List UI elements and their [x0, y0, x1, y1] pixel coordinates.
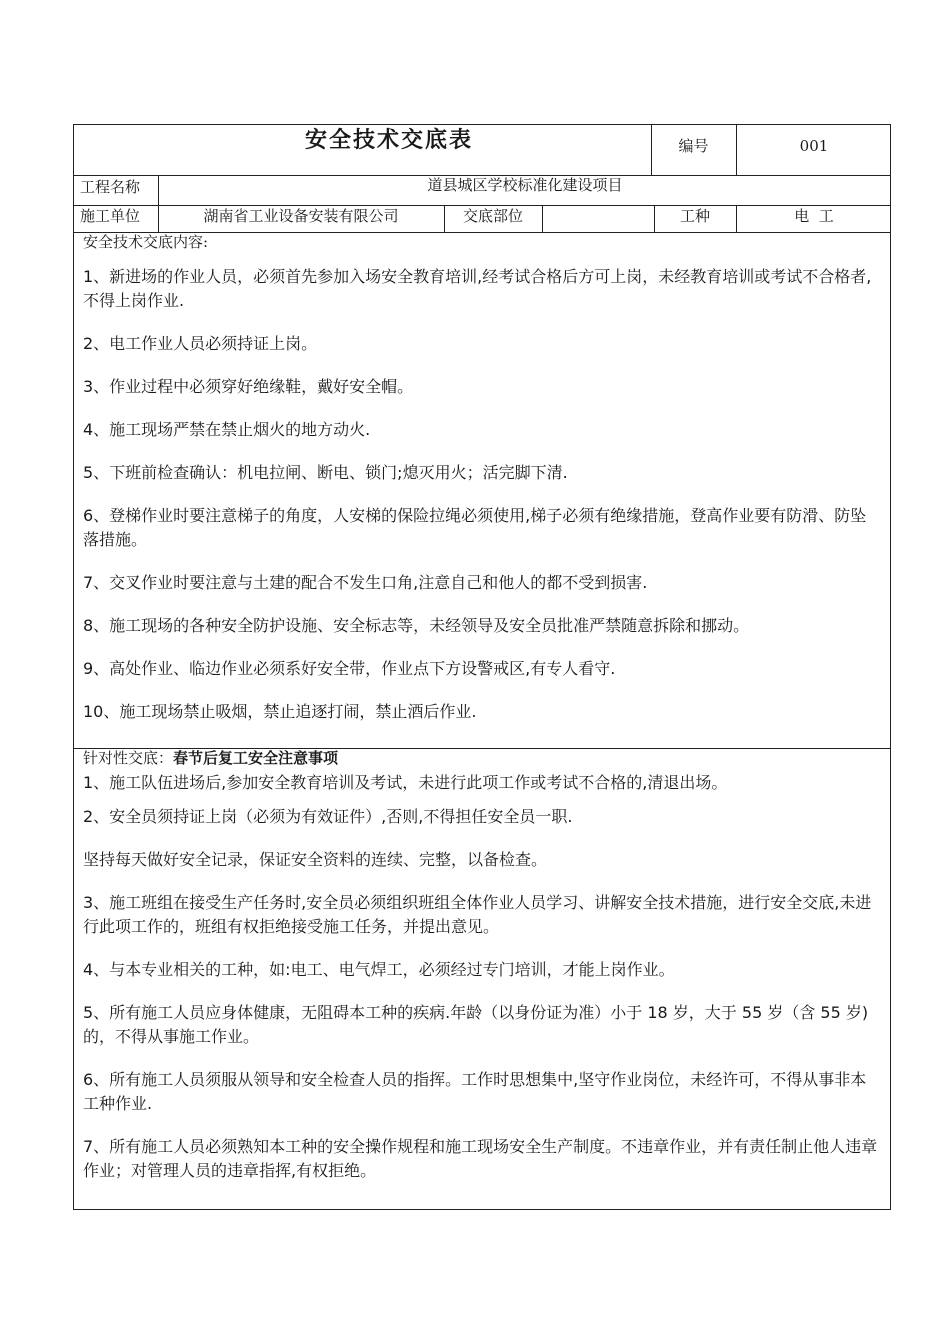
trade-value: 电 工	[794, 207, 834, 225]
form-title: 安全技术交底表	[304, 128, 473, 153]
general-item: 9、高处作业、临边作业必须系好安全带，作业点下方设警戒区,有专人看守.	[83, 659, 616, 678]
general-item: 2、电工作业人员必须持证上岗。	[83, 334, 318, 353]
targeted-topic: 春节后复工安全注意事项	[173, 749, 339, 767]
general-item: 1、新进场的作业人员，必须首先参加入场安全教育培训,经考试合格后方可上岗，未经教育培训或考试不合格者,不得上岗作业.	[83, 267, 872, 310]
project-name-value: 道县城区学校标准化建设项目	[427, 176, 623, 194]
targeted-heading	[83, 749, 882, 767]
general-item: 7、交叉作业时要注意与土建的配合不发生口角,注意自己和他人的都不受到损害.	[83, 573, 648, 592]
col-divider	[542, 205, 543, 232]
targeted-label: 针对性交底：	[83, 749, 174, 767]
general-section	[83, 233, 882, 724]
trade-label: 工种	[679, 207, 710, 225]
disclosure-form	[73, 124, 891, 1210]
row-divider	[74, 205, 890, 206]
general-item: 5、下班前检查确认：机电拉闸、断电、锁门;熄灭用火；活完脚下清.	[83, 463, 568, 482]
targeted-item: 4、与本专业相关的工种，如:电工、电气焊工，必须经过专门培训，才能上岗作业。	[83, 960, 675, 979]
targeted-item: 2、安全员须持证上岗（必须为有效证件）,否则,不得担任安全员一职.	[83, 807, 573, 826]
number-value: 001	[799, 137, 829, 155]
unit-label: 施工单位	[80, 207, 141, 225]
targeted-item: 3、施工班组在接受生产任务时,安全员必须组织班组全体作业人员学习、讲解安全技术措施，进行安全交底,未进行此项工作的，班组有权拒绝接受施工任务，并提出意见。	[83, 893, 872, 936]
general-item: 3、作业过程中必须穿好绝缘鞋，戴好安全帽。	[83, 377, 414, 396]
targeted-item: 6、所有施工人员须服从领导和安全检查人员的指挥。工作时思想集中,坚守作业岗位，未经许可，不得从事非本工种作业.	[83, 1070, 867, 1113]
targeted-item: 5、所有施工人员应身体健康，无阻碍本工种的疾病.年龄（以身份证为准）小于 18 岁，大于 55 岁（含 55 岁)的，不得从事施工作业。	[83, 1003, 869, 1046]
unit-value: 湖南省工业设备安装有限公司	[203, 207, 399, 225]
part-label: 交底部位	[462, 207, 523, 225]
project-name-label: 工程名称	[80, 178, 141, 196]
targeted-section	[83, 749, 882, 1183]
number-label: 编号	[678, 137, 709, 155]
general-item: 6、登梯作业时要注意梯子的角度，人安梯的保险拉绳必须使用,梯子必须有绝缘措施，登高作业要有防滑、防坠落措施。	[83, 506, 867, 549]
general-item: 4、施工现场严禁在禁止烟火的地方动火.	[83, 420, 371, 439]
targeted-item: 坚持每天做好安全记录，保证安全资料的连续、完整，以备检查。	[83, 850, 548, 869]
general-item: 8、施工现场的各种安全防护设施、安全标志等，未经领导及安全员批准严禁随意拆除和挪动。	[83, 616, 750, 635]
general-label: 安全技术交底内容:	[83, 233, 209, 251]
general-item: 10、施工现场禁止吸烟，禁止追逐打闹，禁止酒后作业.	[83, 702, 477, 721]
targeted-item: 7、所有施工人员必须熟知本工种的安全操作规程和施工现场安全生产制度。不违章作业，并有责任制止他人违章作业；对管理人员的违章指挥,有权拒绝。	[83, 1137, 878, 1180]
targeted-item: 1、施工队伍进场后,参加安全教育培训及考试，未进行此项工作或考试不合格的,清退出场。	[83, 773, 728, 792]
